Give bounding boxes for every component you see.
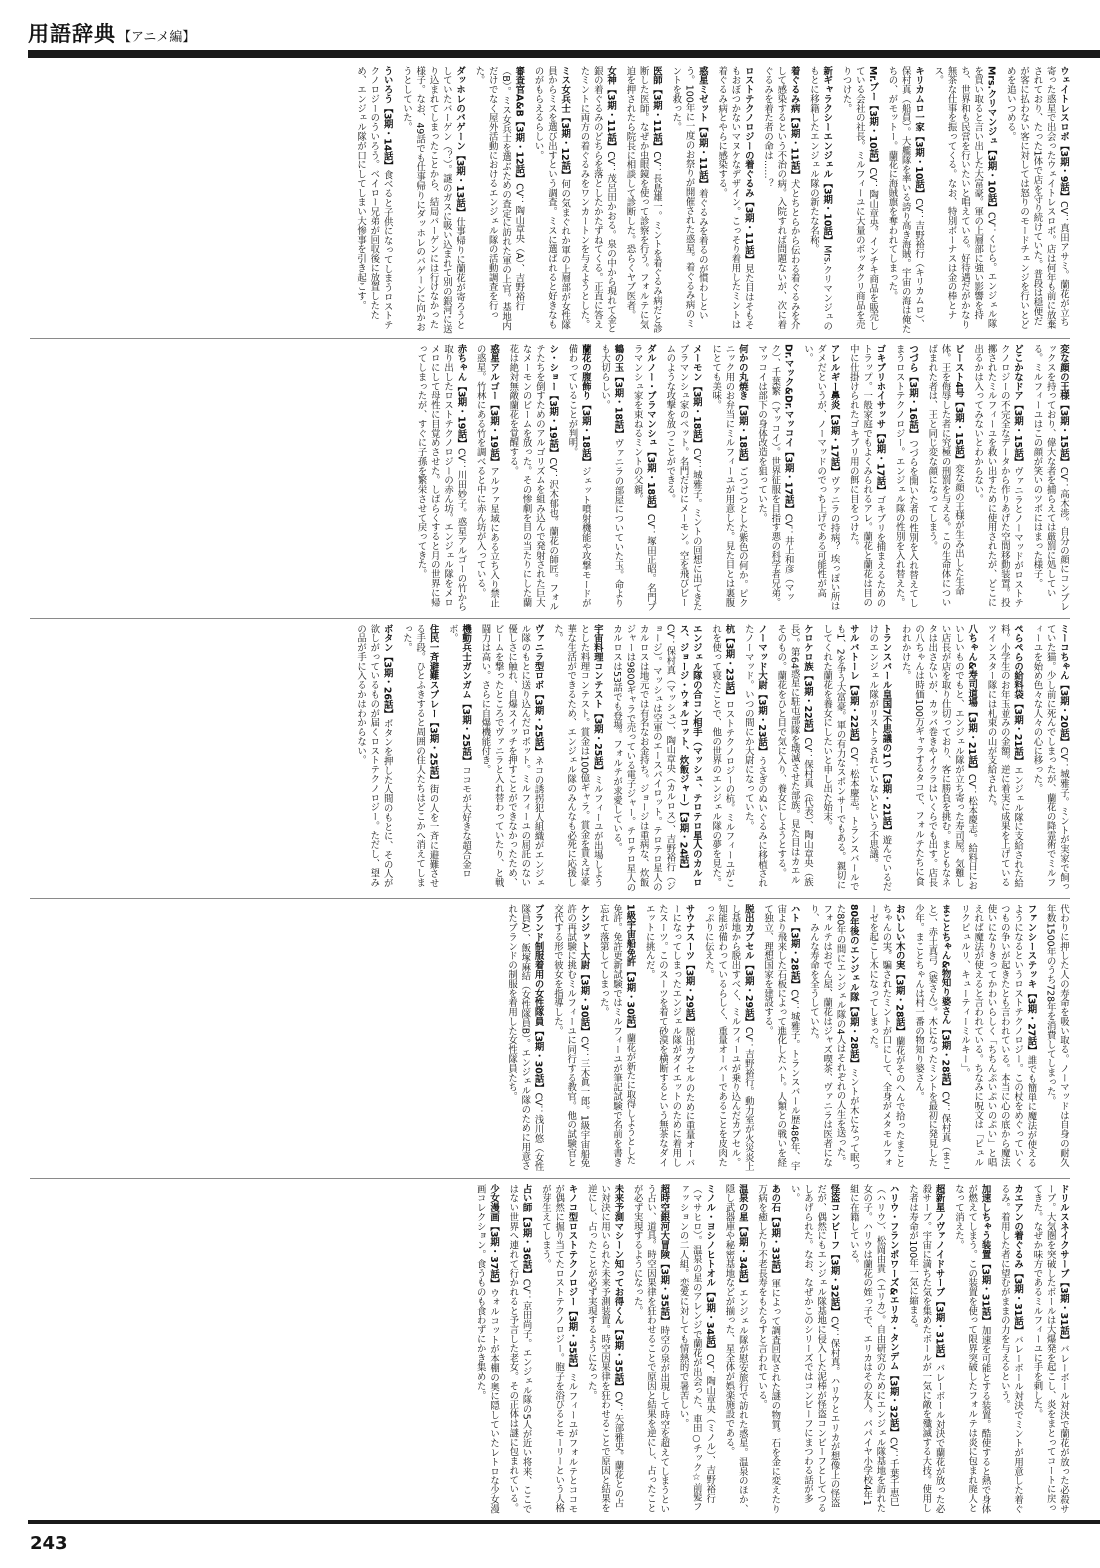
entry-term: サルバトーレ【3期・22話】 [847,624,859,747]
entry-body: ヴァニラの持病？ 埃っぽい所はダメだというが、ノーマッドのでっち上げである可能性が高い。 [801,344,840,611]
entry-term: ゴキブリホイサッサ【3期・17話】 [874,344,886,496]
glossary-entry [551,624,604,894]
entry-term: 80年後のエンジェル隊【3期・28話】 [847,904,859,1069]
glossary-entry [1004,66,1070,334]
entry-body: ゴキブリを捕まえるためのトラップ。一般家庭でもよくみられるアレ。蘭花と蘭花は目の中に仕掛けられたゴキブリ用の餌に目をつけた。 [847,344,886,608]
glossary-entry [585,1184,625,1514]
entry-body: CV：沢木郁也。蘭花の師匠。フォルテたちを倒すためのアルゴリズムを組み込んで発射された巨大なメーモンのビームを放った。その惨劇を目の当たりにした蘭花は絶対無敵蘭花を覚醒する。 [507,344,559,612]
entry-body: 見た目はそもそもおぼつかないマヌケなデザイン。こっそり着用したミントは着ぐるみ病とやらに感染する。 [716,66,754,330]
block-divider [30,618,1070,619]
glossary-entry [565,344,592,614]
entry-body: 変な顔の王様が生み出した生命体。王を侮辱した者に究極の刑罰を与える。この生命体についばまれた者は、王と同じ変な顔になってしまう。 [926,344,964,607]
entry-term: ミス女兵士【3期・12話】 [559,66,571,180]
entry-term: ロストテクノロジーの着ぐるみ【3期・11話】 [742,66,754,264]
entry-term: 鶴の玉【3期・18話】 [612,344,624,439]
entry-body: ミントが木になって眠った80年の間にエンジェル隊の4人はそれぞれの人生を送った。フォルテはおでん屋、蘭花はジャズ喫茶、ヴァニラは医者になり、みんな寿命を全うしていた。 [807,904,859,1172]
glossary-entry [971,344,1024,614]
entry-term: まことちゃん&物知り婆さん【3期・28話】 [939,904,951,1092]
entry-term: ヴァニラ型ロボ【3期・25話】 [532,624,544,757]
entry-body: ミルフィーユが出場しようとした料理コンテスト。賞金は100億ギャラ。賞金を貰えば豪華な生活ができるため、エンジェル隊のみんなも必死に応援した。 [551,624,603,888]
entry-term: 宇宙料理コンテスト【3期・25話】 [591,624,603,776]
entry-body: ヴァニラとノーマッドがロストテクノロジーの不完全なデータから作りあげた空間移動装置。投擲されたミルフィーユを救い出すために使用されたが、どこに出るかは入ってみないとわからない。 [972,344,1024,608]
entry-body: CV：浅川悠（女性隊員A）、飯塚麻結（女性隊員B）。エンジェル隊のために用意されたブランドの制服を着用した女性隊員たち。 [506,904,544,1172]
glossary-entry [446,624,473,894]
entry-term: 未来予測マシーン知ってお得くん【3期・35話】 [612,1184,624,1392]
entry-body: 加速を可能とする装置。酷使すると熱で身体が燃えてしまう。この装置を使って限界突破したフォルテは炎に包まれ廃人となって消えた。 [952,1184,991,1514]
glossary-entry [400,624,440,894]
glossary-entry [741,624,768,894]
glossary-entry [892,344,919,614]
entry-body: 代わりに押した人の寿命を吸い取る。ノーマッドは自身の耐久年数1500年のうち728年を消費してしまった。 [1044,904,1069,1167]
glossary-entry [820,624,860,894]
entry-body: 軍によって調査回収された謎の物質。石を金に変えたり万病を癒したり不老長寿をもたらすと言われている。 [756,1184,781,1514]
glossary-entry [597,904,637,1174]
entry-term: ノーマッド大尉【3期・23話】 [756,624,768,757]
entry-body: CV：城雅子。トランスバール歴486年、宇宙より飛来した石板によって進化したハト。人類との戦いを経て独立、理想国家を建設する。 [762,904,800,1171]
entry-body: ウォルコットが本棚の奥に隠していたレトロな少女漫画コレクション。食うものも食わずにかき集めた。 [474,1184,500,1514]
header-rule [28,50,1100,58]
entry-body: 誰でも簡単に魔法が使えるようになるというロストテクノロジー。この杖をめぐっていくつもの争いが起きたとも言われている。本当に心の底から魔法使いになりきってかわいらしく「ちちんぷいぷいのぷい」と唱えれば魔法が使えると言われている。ちなみに呪文は「ピュルリクピュルリ、キューティーミルキー」。 [958,904,1037,1168]
glossary-entry [506,1184,533,1514]
entry-body: CV：保村真。ハリウとエリカが想像上の怪盗だが、偶然にもエンジェル隊基地に侵入した泥棒が怪盗コンビーフとしてつるしあげられた。なお、なぜかこのシリーズではコンビーフにまつわる話が多い。 [788,1184,840,1513]
entry-term: Dr.マック&Dr.マッコイ【3期・17話】 [782,344,794,514]
entry-term: 赤ちゃん【3期・19話】 [455,344,467,449]
glossary-entry [630,344,657,614]
glossary-entry [761,66,801,334]
entry-term: 医師【3期・11話】 [650,66,662,152]
entry-term: 八ちゃん&寿司道場【3期・21話】 [966,624,978,774]
entry-body: CV：茂呂田かおる。泉の中から現れて金と銀の着ぐるみのどちらを落としたかたずねてくる。正直に答えたミントに両方の着ぐるみをワンカートンを与えようとした。 [578,66,617,334]
entry-term: 杭【3期・23話】 [723,624,735,700]
glossary-entry [787,1184,840,1514]
entry-body: 何の気まぐれか軍の上層部が女性隊員からミスを選び出すという調査。ミスに選ばれると好きなものがもらえるらしい。 [532,66,571,330]
entry-body: ごつごつとした紫色の何か。ピクニック用のお弁当にミルフィーユが用意した。見た目とは裏腹にとても美味。 [710,344,748,608]
entry-term: ケロケロ族【3期・22話】 [801,624,813,738]
entry-term: キリカムロ一家【3期・10話】 [913,66,925,199]
glossary-block-4 [30,904,1070,1174]
entry-body: ジェット噴射機能や攻撃モードが備わっていることが判明。 [566,344,591,608]
entry-term: 審査官A&B【3期・12話】 [513,66,525,184]
entry-body: ミルフィーユがフォルテとココモが偶然に掘り当てたロストテクノロジー。胞子を浴びるとモーリーという人格が芽生えてしまう。 [539,1184,578,1514]
entry-body: 遊んでいるだけのエンジェル隊がリストラされていないという不思議。 [867,624,892,892]
entry-body: 犬とちとらから伝わる着ぐるみを介して感染するという不治の病。入院すれば問題ないが、次に着ぐるみを着た者の命は……？ [762,66,800,330]
entry-body: ココモが大好きな超合金ロボ。 [446,624,472,879]
glossary-entry [663,344,703,614]
entry-body: CV：三木眞一郎。1級宇宙船免許の再試験に挑むミルフィーユに同行する教官。他の試験官と交代する形で彼女を指導した。 [551,904,590,1168]
entry-body: CV：城雅子。ミントの回想に出てきたブラマンシュ家のペット。名門だけにメーモン。空を飛びビームのような攻撃を放つことができる。 [664,344,702,612]
glossary-entry [1030,344,1070,614]
glossary-entry [774,624,814,894]
entry-body: CV：保村真（代表）、陶山章央（族長）。第64惑星に駐屯部隊を壊滅させた部族。見た目はカエルそのもの。蘭花をひと目で気に入り、養女にしようとする。 [775,624,813,887]
entry-term: 1級宇宙船免許【3期・30話】 [624,904,636,1034]
glossary-entry [839,66,879,334]
glossary-entry [952,1184,992,1514]
entry-term: ぺらぺらの給料袋【3期・21話】 [1012,624,1024,766]
glossary-entry [400,66,466,334]
entry-body: CV：吉野裕行（キリカムロ）、保村真（船員）。大艦隊を率いる誇り高き海賊。宇宙の海は俺たちの、がモットー。蘭花に海賊旗を奪われてしまった。 [886,66,925,334]
entry-body: 仕事帰りに蘭花が寄ろうとしていたバーゲン（？）。謎のガスに吸い込まれて別の銀河に送り込まれてしまったことから、結局バーゲンには行けなかった様子。なお、49話でも仕事帰りにダッホレのバゲーンに向かおうとしていた。 [400,66,466,334]
entry-body: Mrs.クリマンジュのもとに移籍したエンジェル隊の新たな名称。 [807,66,833,331]
entry-term: エンジェル隊の合コン相手（マッシュ、テロテロ星人のカルロス、ジョージ・ウォルコット、炊飯ジャー）【3期・24話】 [677,624,702,887]
entry-body: CV：松本慶志。給料日においしいものでもと、エンジェル隊が立ち寄った寿司屋。気難しい店長が店を取り仕切っており、客に勝負を挑む。まともなネタは出さないが、カッパ巻きやイクラはいくらでも出す。店長の八ちゃんは時価100万ギャラするタコで、フォルテたちに食われかけた。 [899,624,978,891]
entry-body: CV：真田アサミ。蘭花が立ち寄った惑星で出会ったウェイトレスロボ。店は何年も前に放棄されており、たった1体で店を守り続けていた。普段は穏便だが客に払わない客に対しては怒りのモードチェンジを行いとどめを追いつめる。 [1004,66,1069,329]
glossary-entry [610,624,703,894]
glossary-entry [885,66,925,334]
entry-term: ハリウ・フランポワーズ&エリカ・タンデム【3期・32話】 [887,1184,899,1438]
glossary-entry [506,344,559,614]
header-title: 用語辞典 [28,22,116,46]
entry-body: CV：陶山章央（ミノル）、吉野裕行（マサヒロ）。温泉の星のアレンジで蘭花が出会った、車田○チック☆前髪ファッションの二人組。恋愛に対しても情熱的で暑苦しい。 [677,1184,716,1512]
entry-term: 温泉の星【3期・34話】 [736,1184,748,1289]
entry-body: ロストテクノロジーの杭。ミルフィーユがこれを使って寝たことで、他の世界のエンジェル隊の夢を見た。 [710,624,735,888]
entry-term: キノコ型ロストテクノロジー【3期・35話】 [566,1184,578,1373]
entry-term: ボタン【3期・26話】 [381,624,393,719]
glossary-entry [847,1184,900,1514]
entry-body: バレーボール対決で蘭花が放った必殺サーブ。宇宙に満ちた気を集めたボールが一気に敵を殲滅する大技。使用した者は寿命が100年一気に縮まる。 [907,1184,945,1514]
glossary-entry [623,66,663,334]
entry-term: ハト【3期・28話】 [788,904,800,990]
glossary-entry [1043,904,1070,1174]
glossary-block-2 [30,344,1070,614]
entry-term: どこかなドア【3期・15話】 [1012,344,1024,467]
glossary-entry [755,1184,782,1514]
entry-term: ミノル・ヨシノヒトオル【3期・34話】 [704,1184,716,1354]
entry-body: CV：陶山章央（A）、吉野裕行（B）。ミス女兵士を選ぶための査定に訪れた軍の上官。基地内だけでなく屋外活動におけるエンジェル隊の活動調査を行った。 [473,66,525,331]
glossary-entry [925,344,965,614]
entry-body: CV：千葉千恵巳（ハリウ）、松岡由貴（エリカ）。自由研究のためにエンジェル隊基地を訪れた女の子。ハリウは蘭花の姪っ子で、エリカはその友人。パパイヤ小学校4年1組に在籍している。 [847,1184,899,1513]
entry-body: CV：高木渉。自分の顔にコンプレックスを持っており、偉大な者を捕らえては厳罰に処している。ミルフィーユはこの顔が笑いのツボにはまった様子。 [1031,344,1069,612]
entry-body: つづらを開いた者の性別を入れ替えてしまうロストテクノロジー。エンジェル隊の性別を入れ替えた。 [893,344,919,608]
entry-body: 蘭花が新たに取得しようとした免許。免許更新試験ではミルフィーユが筆記試験で名前を書き忘れて落第してしまった。 [597,904,636,1167]
glossary-entry [702,904,755,1174]
entry-term: 惑星アルゴー【3期・19話】 [488,344,500,467]
entry-term: 脱出カプセル【3期・29話】 [742,904,754,1027]
glossary-entry [551,904,591,1174]
glossary-entry [807,904,860,1174]
entry-body: 着ぐるみを着るのが慣わしという。100年に一度のお祭りが開催された惑星。着ぐるみ病のミントを救った。 [670,66,708,329]
entry-term: 女神【3期・11話】 [605,66,617,152]
glossary-entry [473,1184,500,1514]
block-divider [30,898,1070,899]
entry-body: CV：保村真（マッシュ）、陶山章央（カルロス）、吉野裕行（ジョージ）。マッシュは空軍のエースパイロット。テロテロ星人のカルロスは地元では有名なお金持ち。ジョージは重病な、炊飯ジャーは9800ギャラで売っている電子ジャー。テロテロ星人のカルロスは53話でも登場。フォルテが求愛している。 [611,624,676,892]
entry-body: CV：吉野裕行。動力室が火災炎上し基地から脱出すべく、ミルフィーユが乗り込んだカプセル。知能が備わっているらしく、重量オーバーであることを皮肉たっぷりに伝えた。 [702,904,754,1172]
entry-body: ネコの誘拐犯人組織がエンジェル隊のもとに送り込んだロボット。ミルフィーユの屈託のない優しさに触れ、自爆スイッチを押すことができなかったため、ビームを撃ったところでヴァニラと入れ替わっていたり、と戦闘力は高い。さらに自爆機能付き。 [479,624,544,888]
entry-term: ウェイトレスロボ【3期・9話】 [1058,66,1069,202]
entry-term: サウナスーツ【3期・29話】 [683,904,695,1027]
glossary-entry [630,1184,670,1514]
glossary-entry [577,66,617,334]
entry-term: カエアンの着ぐるみ【3期・31話】 [1012,1184,1024,1336]
entry-term: ファンシーステッキ【3期・27話】 [1025,904,1037,1056]
entry-body: 蘭花がそのへんで拾ったまことちゃんの実。騙されたミントが口にして、全身がメタモルフォーゼを起こし木になってしまった。 [867,904,905,1168]
entry-body: エンジェル隊が慰安旅行で訪れた惑星。温泉のほか、隠し武器庫や秘密基地などが揃った、星全体が娯楽施設である。 [723,1184,748,1514]
entry-body: CV：井上和彦（マック）、千葉繁（マッコイ）。世界征服を目指す悪の科学者兄弟。マッコイは部下の身体改造を狙っていた。 [756,344,794,607]
entry-body: うさぎのぬいぐるみに移植されたノーマッド。いつの間にか大尉になっていた。 [742,624,768,888]
entry-term: 機動兵士ガンガム【3期・25話】 [460,624,472,766]
entry-term: 蘭花の腹飾り【3期・18話】 [579,344,591,467]
entry-term: 超時空銀河大冒険【3期・35話】 [658,1184,670,1326]
page-number: 243 [30,1533,68,1554]
glossary-entry [984,624,1024,894]
block-divider [30,338,1070,339]
glossary-entry [998,1184,1025,1514]
entry-body: ボタンを押した人間のもとに、その人が欲しがっているものが届くロストテクノロジー。ただし、望みの品が手に入るかはわからない。 [355,624,393,888]
entry-term: 加速しちゃう装置【3期・31話】 [979,1184,991,1326]
glossary-entry [906,1184,946,1514]
glossary-entry [931,66,997,334]
entry-term: ドリルスネイクサーブ【3期・31話】 [1058,1184,1069,1345]
entry-term: トランスバール皇国7不思議の1つ【3期・21話】 [880,624,892,836]
block-divider [30,1178,1070,1179]
entry-body: 時空の泉が出現して時空を超えてしまうという占い、道具。時空因果律を狂わせることで原因と結果を逆にし、占ったことが必ず実現するようになった。 [631,1184,670,1514]
entry-term: 変な顔の王様【3期・15話】 [1058,344,1069,467]
page-header [28,18,195,48]
entry-term: 占い師【3期・36話】 [520,1184,532,1279]
entry-body: バレーボール対決でミントが用意した着ぐるみ。着用した者に望むがままの力を与えるという。 [998,1184,1024,1514]
glossary-entry [354,624,394,894]
entry-body: エンジェル隊に支給された給料。小学生のお年玉並みの金額。逆に着実に成果を上げているツインスター隊には札束の山が支給された。 [985,624,1024,888]
footer-rule [28,1520,1100,1524]
glossary-entry [531,66,571,334]
glossary-block-5 [30,1184,1070,1514]
glossary-entry [642,904,695,1174]
entry-term: ブランド制服着用の女性隊員【3期・30話】 [532,904,544,1093]
glossary-entry [505,904,545,1174]
entry-body: CV：川田妙子。惑星アルゴーの竹から取り出したロストテクノロジーの赤ん坊。エンジェル隊をメロメロにして母性に目覚めさせた。しばらくすると月の世界に帰ってしまったが、すぐに子孫を繁栄させて戻ってきた。 [415,344,467,612]
glossary-entry [478,624,544,894]
entry-term: 惑星ミゼット【3期・11話】 [696,66,708,189]
glossary-entry [539,1184,579,1514]
entry-term: ういろう【3期・14話】 [381,66,393,171]
glossary-entry [709,624,736,894]
entry-term: 怪盗コンビーフ【3期・32話】 [828,1184,840,1317]
entry-term: ビースト4号【3期・15話】 [952,344,964,464]
entry-body: バレーボール対決で蘭花が放った必殺サーブ。大気圏を突破したボールは大爆発を起こし、炎をまとってコートに戻ってきた。なぜか味方であるミルフィーユに手を刺した。 [1031,1184,1069,1514]
glossary-entry [473,344,500,614]
entry-body: CV：松本慶志。トランスバールでも1、2を争う大富豪。軍の有力なスポンサーでもある。親切にしてくれた蘭花を養女にしたいと申し出た始末。 [821,624,859,892]
glossary-block-1 [30,66,1070,334]
glossary-entry [598,344,625,614]
glossary-entry [866,624,893,894]
entry-body: 脱出カプセルのために重量オーバーになってしまったエンジェル隊がダイエットのために着用したスーツ。このスーツを着て砂漠を横断するという無茶なダイエットに挑んだ。 [643,904,695,1168]
entry-term: ミーコちゃん【3期・20話】 [1058,624,1069,747]
entry-body: アルファ星域にある立ち入り禁止の惑星。竹林にある竹を調べると中に赤ん坊が入っている。 [474,344,500,608]
entry-body: CV：陶山章央。インチキ商品を販売している会社の社長。ミルフィーユに大量のボッタクリ商品を売りつけた。 [840,66,879,331]
entry-body: CV：矢部雅史。蘭花との占い対決に用いられた未来予測装置。時空因果律を狂わせることで原因と結果を逆にし、占ったことが必ず実現するようになった。 [585,1184,624,1513]
entry-term: メーモン【3期・18話】 [690,344,702,449]
glossary-entry [709,344,749,614]
entry-term: シ・ショー【3期・19話】 [547,344,559,458]
glossary-block-3 [30,624,1070,894]
entry-term: ダルノー・ブラマンシュ【3期・18話】 [644,344,656,514]
glossary-entry [354,66,394,334]
glossary-entry [472,66,525,334]
entry-term: Mrs.クリマンジュ【3期・10話】 [985,66,997,212]
entry-body: CV：城雅子。ミントが実家で飼っていた猫。少し前に死んでしまったが、蘭花の降霊術でミルフィーユを始め色々な人々の心に移った。 [1031,624,1069,892]
glossary-entry [722,1184,749,1514]
glossary-entry [801,344,841,614]
glossary-entry [958,904,1038,1174]
entry-term: 住民一斉避難スプレー【3期・25話】 [427,624,439,785]
glossary-entry [414,344,467,614]
glossary-entry [807,66,834,334]
entry-term: 着ぐるみ病【3期・11話】 [788,66,800,180]
entry-term: 少女漫画【3期・37話】 [488,1184,500,1289]
entry-term: Mr.ブー【3期・10話】 [867,66,879,168]
entry-term: おいしい木の実【3期・28話】 [893,904,905,1037]
glossary-entry [755,344,795,614]
entry-body: 食べると子供になってしまうロストテクノロジーのういろう。ベイロー兄弟が回収後に放置したため、エンジェル隊が口にしてしまい大惨事を引き起こす。 [355,66,393,330]
glossary-entry [676,1184,716,1514]
entry-term: 何かの丸焼き【3期・18話】 [736,344,748,467]
glossary-entry [866,904,906,1174]
entry-body: CV：保村真（まこと）、赤土真弓（婆さん）。木になったミントを最初に発見した少年。まことちゃんは村一番の物知り婆さん。 [913,904,951,1171]
entry-body: CV：長島雄一。ミントを着ぐるみ病だと診断した医師。なぜか虫眼鏡を使って診察を行う。フォルテに気迫を押されたら院長に相談して診断した。恐らくヤブ医者。 [624,66,662,334]
entry-term: 新ギャラクシーエンジェル【3期・10話】 [821,66,833,246]
entry-body: CV：塚田正昭。名門ブラマンシュ家を束ねるミントの父親。 [631,344,656,612]
glossary-entry [898,624,978,894]
header-subtitle: 【アニメ編】 [118,30,196,45]
entry-term: あの石【3期・33話】 [769,1184,781,1279]
glossary-entry [761,904,801,1174]
glossary-entry [715,66,755,334]
entry-term: アレルギー鼻炎【3期・17話】 [828,344,840,477]
entry-body: CV：くじら。エンジェル隊を買い取ると言い出した大富豪。軍の上層部に強い影響を持ち、世界和も民営を行いたいと唱えている。好待遇だがかなり無茶な仕事を振ってくる。なお、特別ボーナスは金の棒とナス。 [932,66,997,329]
glossary-entry [1030,1184,1070,1514]
entry-term: つづら【3期・16話】 [907,344,919,439]
entry-body: 街の人を一斉に避難させる手段。ひとふきすると周囲の住人たちはどこかへ消えてしまった。 [400,624,439,888]
entry-body: CV：京田尚子。エンジェル隊の5人が近い将来、ここではない世界へ連れて行かれると予言した老女。その正体は謎に包まれている。 [507,1184,532,1514]
glossary-entry [912,904,952,1174]
entry-body: ヴァニラの部屋についていた玉。命よりも大切らしい。 [599,344,624,608]
entry-term: ダッホレのバゲーン【3期・13話】 [454,66,466,218]
entry-term: 超新星ノヴァノイドサーブ【3期・31話】 [933,1184,945,1364]
glossary-entry [1030,624,1070,894]
glossary-entry [669,66,709,334]
glossary-entry [847,344,887,614]
entry-term: ケンジット大尉【3期・30話】 [578,904,590,1037]
